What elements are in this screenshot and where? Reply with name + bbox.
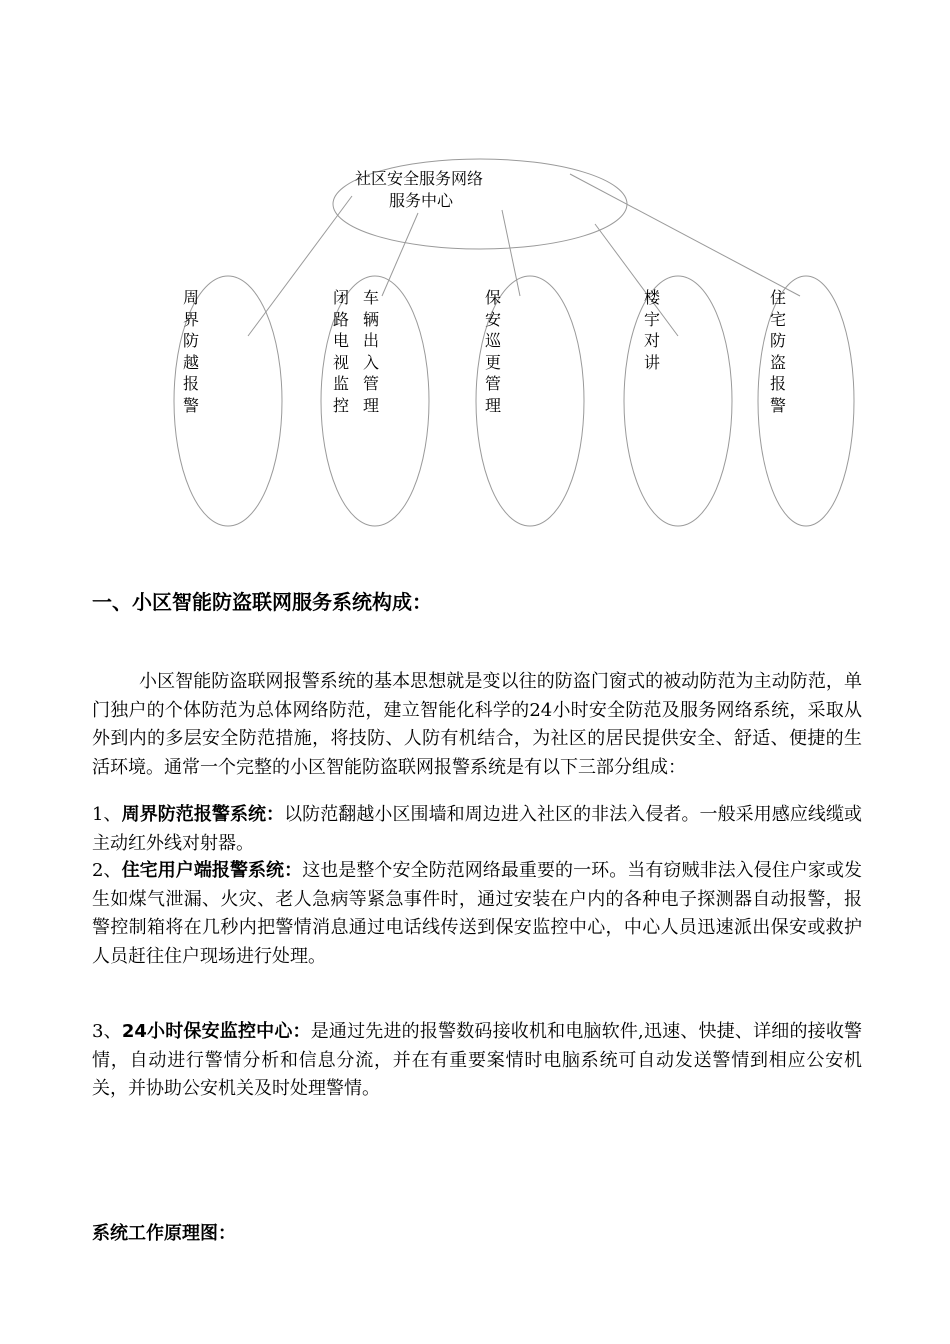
item-title: 住宅用户端报警系统： xyxy=(121,860,303,881)
node-label-vehicle: 车辆出入管理 xyxy=(362,288,379,415)
item-text: 是通过先进的报警数码接收机和电脑软件,迅速、快捷、详细的接收警情，自动进行警情分析和信息分流，并在有重要案情时电脑系统可自动发送警情到相应公安机关，并协助公安机关及时处理警情。 xyxy=(92,1021,862,1099)
item-title: 24小时保安监控中心： xyxy=(121,1021,311,1042)
item-number: 1、 xyxy=(92,804,122,825)
item-title: 周界防范报警系统： xyxy=(121,804,285,825)
list-item-perimeter xyxy=(92,801,862,858)
list-item-monitoring-center xyxy=(92,1018,862,1104)
list-item-home-alarm xyxy=(92,857,862,971)
node-label-home-alarm: 住宅防盗报警 xyxy=(769,288,786,415)
node-label-patrol: 保安巡更管理 xyxy=(484,288,501,415)
center-label xyxy=(334,168,504,212)
center-label-line1: 社区安全服务网络 xyxy=(354,169,483,188)
diagram-caption-title: 系统工作原理图： xyxy=(92,1223,236,1244)
connector-line-patrol xyxy=(502,210,520,296)
connector-line-intercom xyxy=(595,224,678,336)
connector-line-home-alarm xyxy=(570,174,800,296)
item-number: 2、 xyxy=(92,860,122,881)
node-label-cctv: 闭路电视监控 xyxy=(332,288,349,415)
intro-paragraph: 小区智能防盗联网报警系统的基本思想就是变以往的防盗门窗式的被动防范为主动防范，单门独户的个体防范为总体网络防范，建立智能化科学的24小时安全防范及服务网络系统，采取从外到内的多层安全防范措施，将技防、人防有机结合，为社区的居民提供安全、舒适、便捷的生活环境。通常一个完整的小区智能防盗联网报警系统是有以下三部分组成： xyxy=(92,671,862,778)
node-label-perimeter: 周界防越报警 xyxy=(182,288,199,415)
node-ellipse-intercom xyxy=(624,276,732,526)
section-title: 一、小区智能防盗联网服务系统构成： xyxy=(92,590,432,614)
connector-line-vehicle xyxy=(382,213,418,296)
item-text: 这也是整个安全防范网络最重要的一环。当有窃贼非法入侵住户家或发生如煤气泄漏、火灾、老人急病等紧急事件时，通过安装在户内的各种电子探测器自动报警，报警控制箱将在几秒内把警情消息通过电话线传送到保安监控中心，中心人员迅速派出保安或救护人员赶往住户现场进行处理。 xyxy=(92,860,863,967)
security-network-diagram xyxy=(0,0,950,560)
center-label-line2: 服务中心 xyxy=(388,191,453,210)
node-label-intercom: 楼宇对讲 xyxy=(643,288,660,372)
item-number: 3、 xyxy=(92,1021,122,1042)
item-text: 以防范翻越小区围墙和周边进入社区的非法入侵者。一般采用感应线缆或主动红外线对射器。 xyxy=(92,804,863,854)
